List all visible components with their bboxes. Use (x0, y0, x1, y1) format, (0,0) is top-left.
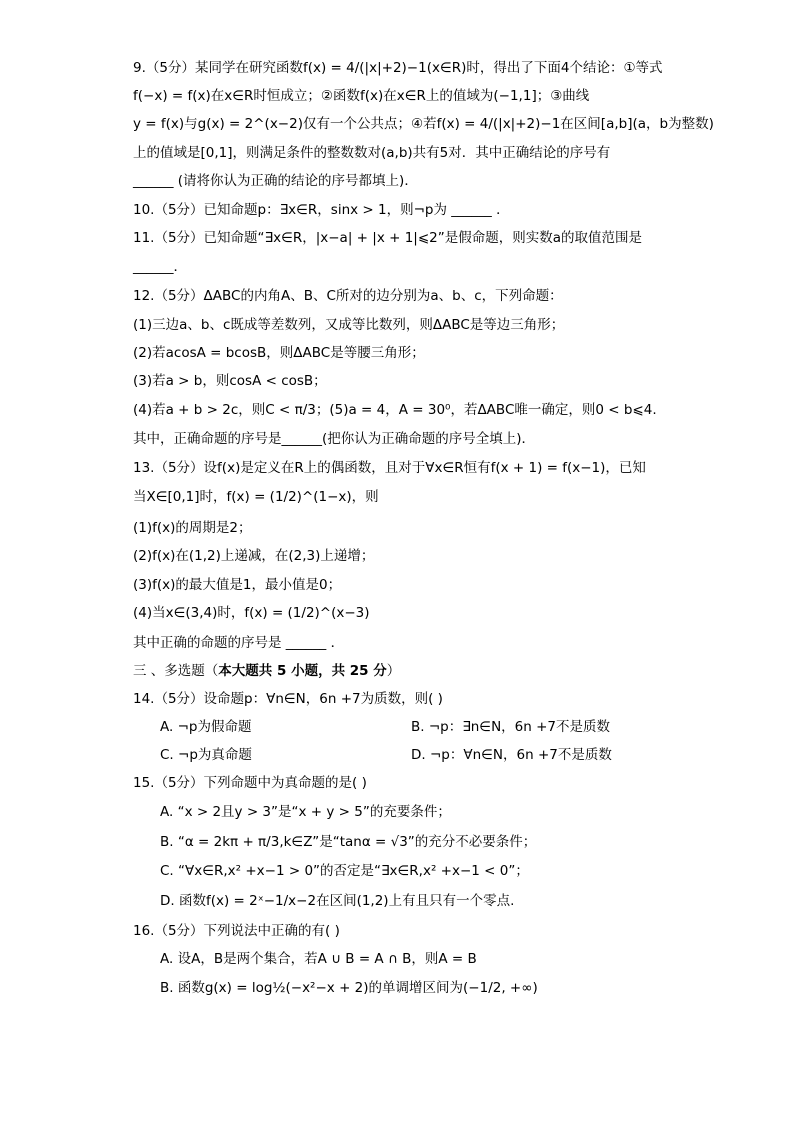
text-line-text: (1)三边a、b、c既成等差数列，又成等比数列，则ΔABC是等边三角形； (133, 317, 565, 333)
text-line-text: 12.（5分）ΔABC的内角A、B、C所对的边分别为a、b、c，下列命题： (133, 288, 563, 304)
option-row-text: A. 设A，B是两个集合，若A ∪ B = A ∩ B，则A = B (160, 951, 477, 967)
text-line-text: 9.（5分）某同学在研究函数f(x) = 4/(|x|+2)−1(x∈R)时，得出了下面4个结论：①等式 (133, 60, 663, 76)
option-row-text: D. 函数f(x) = 2ˣ−1/x−2在区间(1,2)上有且只有一个零点. (160, 893, 515, 909)
text-line-text: 11.（5分）已知命题“∃x∈R，|x−a| + |x + 1|⩽2”是假命题，则实数a的取值范围是 (133, 230, 643, 246)
text-line-text: ______． (133, 259, 187, 275)
text-line-text: (3)若a > b，则cosA < cosB； (133, 373, 327, 389)
text-line-text: 10.（5分）已知命题p：∃x∈R，sinx > 1，则¬p为 ______ ． (133, 202, 510, 218)
option-row-text: A. ¬p为假命题 (160, 719, 252, 735)
text-line-text: y = f(x)与g(x) = 2^(x−2)仅有一个公共点；④若f(x) = 4/(|x|+2)−1在区间[a,b](a，b为整数) (133, 116, 714, 132)
option-row-text: C. “∀x∈R,x² +x−1 > 0”的否定是“∃x∈R,x² +x−1 < 0”； (160, 863, 529, 879)
text-line-text: (1)f(x)的周期是2； (133, 520, 252, 536)
text-line-text: (4)若a + b > 2c，则C < π/3；(5)a = 4，A = 30⁰，若ΔABC唯一确定，则0 < b⩽4. (133, 402, 657, 418)
question-stem-text: 15.（5分）下列命题中为真命题的是( ) (133, 775, 367, 791)
text-line-text: 其中，正确命题的序号是______(把你认为正确命题的序号全填上)． (133, 431, 536, 447)
text-line-text: 上的值域是[0,1]，则满足条件的整数数对(a,b)共有5对．其中正确结论的序号有 (133, 145, 611, 161)
question-stem-text: 16.（5分）下列说法中正确的有( ) (133, 923, 340, 939)
option-row-text: B. “α = 2kπ + π/3,k∈Z”是“tanα = √3”的充分不必要条件； (160, 834, 537, 850)
option-text: B. ¬p：∃n∈N，6n +7不是质数 (411, 719, 611, 735)
text-line-text: 13.（5分）设f(x)是定义在R上的偶函数，且对于∀x∈R恒有f(x + 1) = f(x−1)，已知 (133, 460, 646, 476)
text-line-text: (3)f(x)的最大值是1，最小值是0； (133, 577, 342, 593)
text-line-text: 当X∈[0,1]时，f(x) = (1/2)^(1−x)，则 (133, 489, 379, 505)
text-line-text: ______ (请将你认为正确的结论的序号都填上)． (133, 173, 418, 189)
text-line-text: (4)当x∈(3,4)时，f(x) = (1/2)^(x−3) (133, 605, 370, 621)
section-header-part: 三 、多选题（ (133, 663, 219, 679)
section-header-text (133, 662, 400, 680)
option-text: D. ¬p：∀n∈N，6n +7不是质数 (411, 747, 612, 763)
section-header-part: ） (386, 663, 401, 679)
section-header-part: 本大题共 5 小题，共 25 分 (218, 663, 387, 679)
question-stem-text: 14.（5分）设命题p：∀n∈N，6n +7为质数，则( ) (133, 691, 443, 707)
text-line-text: (2)f(x)在(1,2)上递减，在(2,3)上递增； (133, 548, 375, 564)
option-row-text: B. 函数g(x) = log½(−x²−x + 2)的单调增区间为(−1/2, +∞) (160, 980, 538, 996)
option-row-text: C. ¬p为真命题 (160, 747, 252, 763)
text-line-text: f(−x) = f(x)在x∈R时恒成立；②函数f(x)在x∈R上的值域为(−1,1]；③曲线 (133, 88, 590, 104)
text-line-text: 其中正确的命题的序号是 ______ ． (133, 635, 345, 651)
option-row-text: A. “x > 2且y > 3”是“x + y > 5”的充要条件； (160, 804, 451, 820)
text-line-text: (2)若acosA = bcosB，则ΔABC是等腰三角形； (133, 345, 425, 361)
